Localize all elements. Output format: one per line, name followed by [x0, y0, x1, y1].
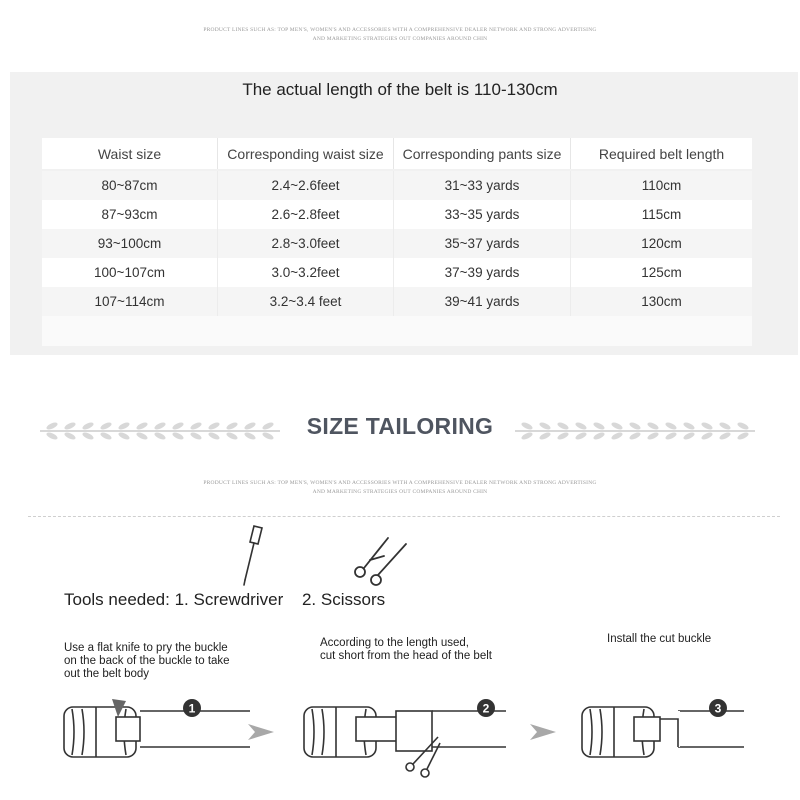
arrow-right-icon	[246, 720, 276, 744]
top-fineprint-line2: AND MARKETING STRATEGIES OUT COMPANIES AROUND CHIN	[312, 36, 488, 42]
table-row	[42, 200, 752, 229]
step-3-number: 3	[714, 701, 722, 716]
table-cell: 39~41 yards	[393, 287, 570, 316]
tools-label-scissors: 2. Scissors	[301, 590, 386, 609]
table-cell: 2.6~2.8feet	[217, 200, 393, 229]
table-cell: 100~107cm	[94, 265, 165, 280]
step-2-line: According to the length used,	[320, 637, 469, 649]
table-cell: 37~39 yards	[393, 258, 570, 287]
tailoring-fineprint	[0, 479, 800, 497]
tailoring-fineprint-line1: PRODUCT LINES SUCH AS: TOP MEN'S, WOMEN'S AND ACCESSORIES WITH A COMPREHENSIVE DEALER NETWORK AND STRONG ADVERTISING	[203, 480, 597, 486]
table-cell: 107~114cm	[94, 294, 165, 309]
table-cell: 33~35 yards	[393, 200, 570, 229]
table-row	[42, 229, 752, 258]
table-cell: 31~33 yards	[393, 171, 570, 200]
table-header-row	[42, 138, 752, 169]
section-title: SIZE TAILORING	[306, 413, 494, 439]
step-3-illustration	[578, 695, 748, 765]
screwdriver-icon	[232, 522, 272, 588]
step-1-line: out the belt body	[64, 668, 150, 680]
step-2-number: 2	[482, 701, 490, 716]
table-cell: 120cm	[570, 229, 752, 258]
table-cell: 130cm	[570, 287, 752, 316]
step-1-line: on the back of the buckle to take	[64, 655, 230, 667]
top-fineprint	[0, 26, 800, 44]
step-3-text	[607, 633, 711, 646]
table-cell: 115cm	[570, 200, 752, 229]
tools-label-screwdriver: Tools needed: 1. Screwdriver	[64, 590, 284, 609]
step-1-text	[64, 642, 230, 681]
step-3-line: Install the cut buckle	[607, 633, 712, 645]
scissors-icon	[348, 530, 410, 586]
header-corresponding-waist: Corresponding waist size	[217, 138, 393, 169]
table-cell: 93~100cm	[97, 236, 162, 251]
tools-needed	[64, 590, 385, 610]
table-cell: 87~93cm	[101, 207, 158, 222]
table-row	[42, 171, 752, 200]
header-corresponding-pants: Corresponding pants size	[393, 138, 570, 169]
table-cell: 125cm	[570, 258, 752, 287]
table-cell: 80~87cm	[101, 178, 158, 193]
step-1-illustration	[60, 695, 250, 765]
dashed-divider	[28, 516, 780, 517]
table-row	[42, 258, 752, 287]
table-cell: 3.0~3.2feet	[217, 258, 393, 287]
header-required-belt-length: Required belt length	[570, 138, 752, 169]
table-row	[42, 287, 752, 316]
size-table	[42, 138, 752, 346]
step-1-number: 1	[188, 701, 196, 716]
table-cell: 110cm	[570, 171, 752, 200]
right-laurel-icon	[515, 418, 755, 444]
step-2-text	[320, 637, 492, 663]
table-cell: 35~37 yards	[393, 229, 570, 258]
step-2-illustration	[300, 695, 510, 785]
size-table-title: The actual length of the belt is 110-130cm	[242, 80, 558, 99]
top-fineprint-line1: PRODUCT LINES SUCH AS: TOP MEN'S, WOMEN'S AND ACCESSORIES WITH A COMPREHENSIVE DEALER NETWORK AND STRONG ADVERTISING	[203, 27, 597, 33]
table-cell: 2.4~2.6feet	[217, 171, 393, 200]
table-blank-row	[42, 316, 752, 346]
step-1-line: Use a flat knife to pry the buckle	[64, 642, 228, 654]
table-cell: 3.2~3.4 feet	[217, 287, 393, 316]
header-waist-size: Waist size	[97, 145, 162, 162]
table-cell: 2.8~3.0feet	[217, 229, 393, 258]
tailoring-fineprint-line2: AND MARKETING STRATEGIES OUT COMPANIES AROUND CHIN	[312, 489, 488, 495]
step-2-line: cut short from the head of the belt	[320, 650, 492, 662]
arrow-right-icon	[528, 720, 558, 744]
